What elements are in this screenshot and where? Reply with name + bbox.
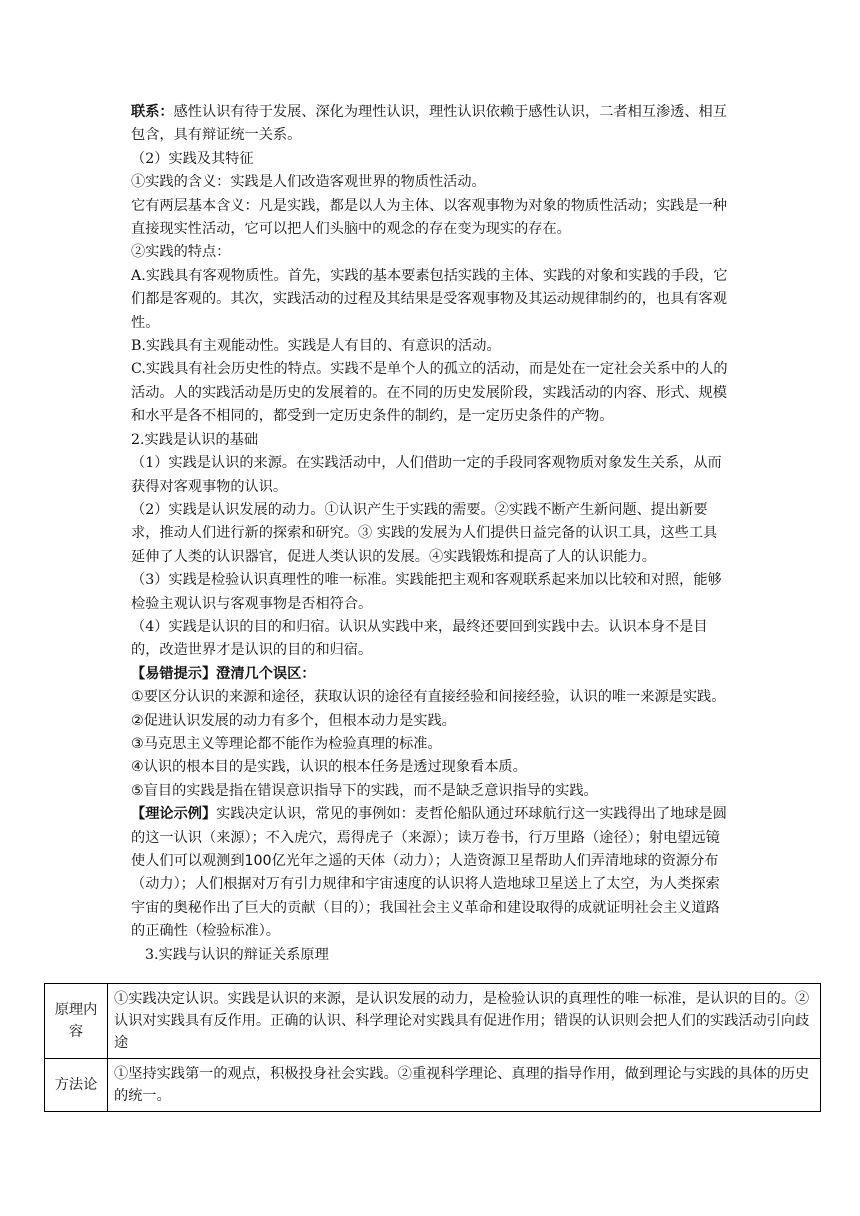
heading-practice-features: （2）实践及其特征 — [131, 150, 254, 167]
examples-paragraph — [131, 803, 731, 943]
table-row — [45, 984, 821, 1059]
paragraph-trait-b: B.实践具有主观能动性。实践是人有目的、有意识的活动。 — [131, 338, 501, 355]
heading-practice-traits: ②实践的特点： — [131, 244, 231, 261]
connection-text: 感性认识有待于发展、深化为理性认识，理性认识依赖于感性认识，二者相互渗透、相互包含，具有辩证统一关系。 — [131, 104, 727, 144]
paragraph-two-meanings: 它有两层基本含义：凡是实践，都是以人为主体、以客观事物为对象的物质性活动；实践是一种直接现实性活动，它可以把人们头脑中的观念的存在变为现实的存在。 — [131, 197, 727, 238]
tip-item: ③马克思主义等理论都不能作为检验真理的标准。 — [131, 735, 442, 752]
examples-text: 实践决定认识，常见的事例如：麦哲伦船队通过环球航行这一实践得出了地球是圆的这一认识（来源）；不入虎穴，焉得虎子（来源）；读万卷书，行万里路（途径）；射电望远镜使人们可以观测到100亿光年之遥的天体（动力）；人造资源卫星帮助人们弄清地球的资源分布（动力）；人们根据对万有引力规律和宇宙速度的认识将人造地球卫星送上了太空，为人类探索宇宙的奥秘作出了巨大的贡献（目的）；我国社会主义革命和建设取得的成就证明社会主义道路的正确性（检验标准）。 — [131, 806, 727, 940]
table-row-head: 方法论 — [45, 1059, 108, 1112]
principle-table — [44, 983, 821, 1112]
heading-practice-basis: 2.实践是认识的基础 — [131, 431, 259, 448]
examples-label: 【理论示例】 — [131, 806, 217, 823]
tip-item: ②促进认识发展的动力有多个，但根本动力是实践。 — [131, 712, 456, 729]
tip-item: ④认识的根本目的是实践，认识的根本任务是透过现象看本质。 — [131, 759, 527, 776]
tip-item: ⑤盲目的实践是指在错误意识指导下的实践，而不是缺乏意识指导的实践。 — [131, 782, 598, 799]
paragraph-trait-c: C.实践具有社会历史性的特点。实践不是单个人的孤立的活动，而是处在一定社会关系中的人的活动。人的实践活动是历史的发展着的。在不同的历史发展阶段，实践活动的内容、形式、规模和水平是各不相同的，都受到一定历史条件的制约，是一定历史条件的产物。 — [131, 361, 728, 425]
heading-dialectical: 3.实践与认识的辩证关系原理 — [145, 946, 329, 963]
paragraph-driving-force: （2）实践是认识发展的动力。①认识产生于实践的需要。②实践不断产生新问题、提出新要求，推动人们进行新的探索和研究。③ 实践的发展为人们提供日益完备的认识工具，这些工具延伸了人类的认识器官，促进人类认识的发展。④实践锻炼和提高了人的认识能力。 — [131, 501, 718, 565]
paragraph-connection — [131, 101, 731, 148]
paragraph-purpose: （4）实践是认识的目的和归宿。认识从实践中来，最终还要回到实践中去。认识本身不是目的，改造世界才是认识的目的和归宿。 — [131, 618, 708, 659]
table-row-head: 原理内容 — [45, 984, 108, 1059]
table-row — [45, 1059, 821, 1112]
document-body — [131, 101, 731, 967]
paragraph-criterion: （3）实践是检验认识真理性的唯一标准。实践能把主观和客观联系起来加以比较和对照，能够检验主观认识与客观事物是否相符合。 — [131, 572, 722, 612]
table-row-body: ①实践决定认识。实践是认识的来源，是认识发展的动力，是检验认识的真理性的唯一标准，是认识的目的。②认识对实践具有反作用。正确的认识、科学理论对实践具有促进作用；错误的认识则会把人们的实践活动引向歧途 — [108, 984, 821, 1059]
tips-heading: 【易错提示】澄清几个误区： — [131, 665, 316, 682]
paragraph-trait-a: A.实践具有客观物质性。首先，实践的基本要素包括实践的主体、实践的对象和实践的手段，它们都是客观的。其次，实践活动的过程及其结果是受客观事物及其运动规律制约的，也具有客观性。 — [131, 267, 728, 331]
paragraph-source: （1）实践是认识的来源。在实践活动中，人们借助一定的手段同客观物质对象发生关系，从而获得对客观事物的认识。 — [131, 455, 722, 495]
connection-label: 联系： — [131, 104, 174, 120]
table-row-body: ①坚持实践第一的观点，积极投身社会实践。②重视科学理论、真理的指导作用，做到理论与实践的具体的历史的统一。 — [108, 1059, 821, 1112]
paragraph-practice-meaning: ①实践的含义：实践是人们改造客观世界的物质性活动。 — [131, 174, 486, 191]
tip-item: ①要区分认识的来源和途径，获取认识的途径有直接经验和间接经验，认识的唯一来源是实践。 — [131, 689, 726, 706]
